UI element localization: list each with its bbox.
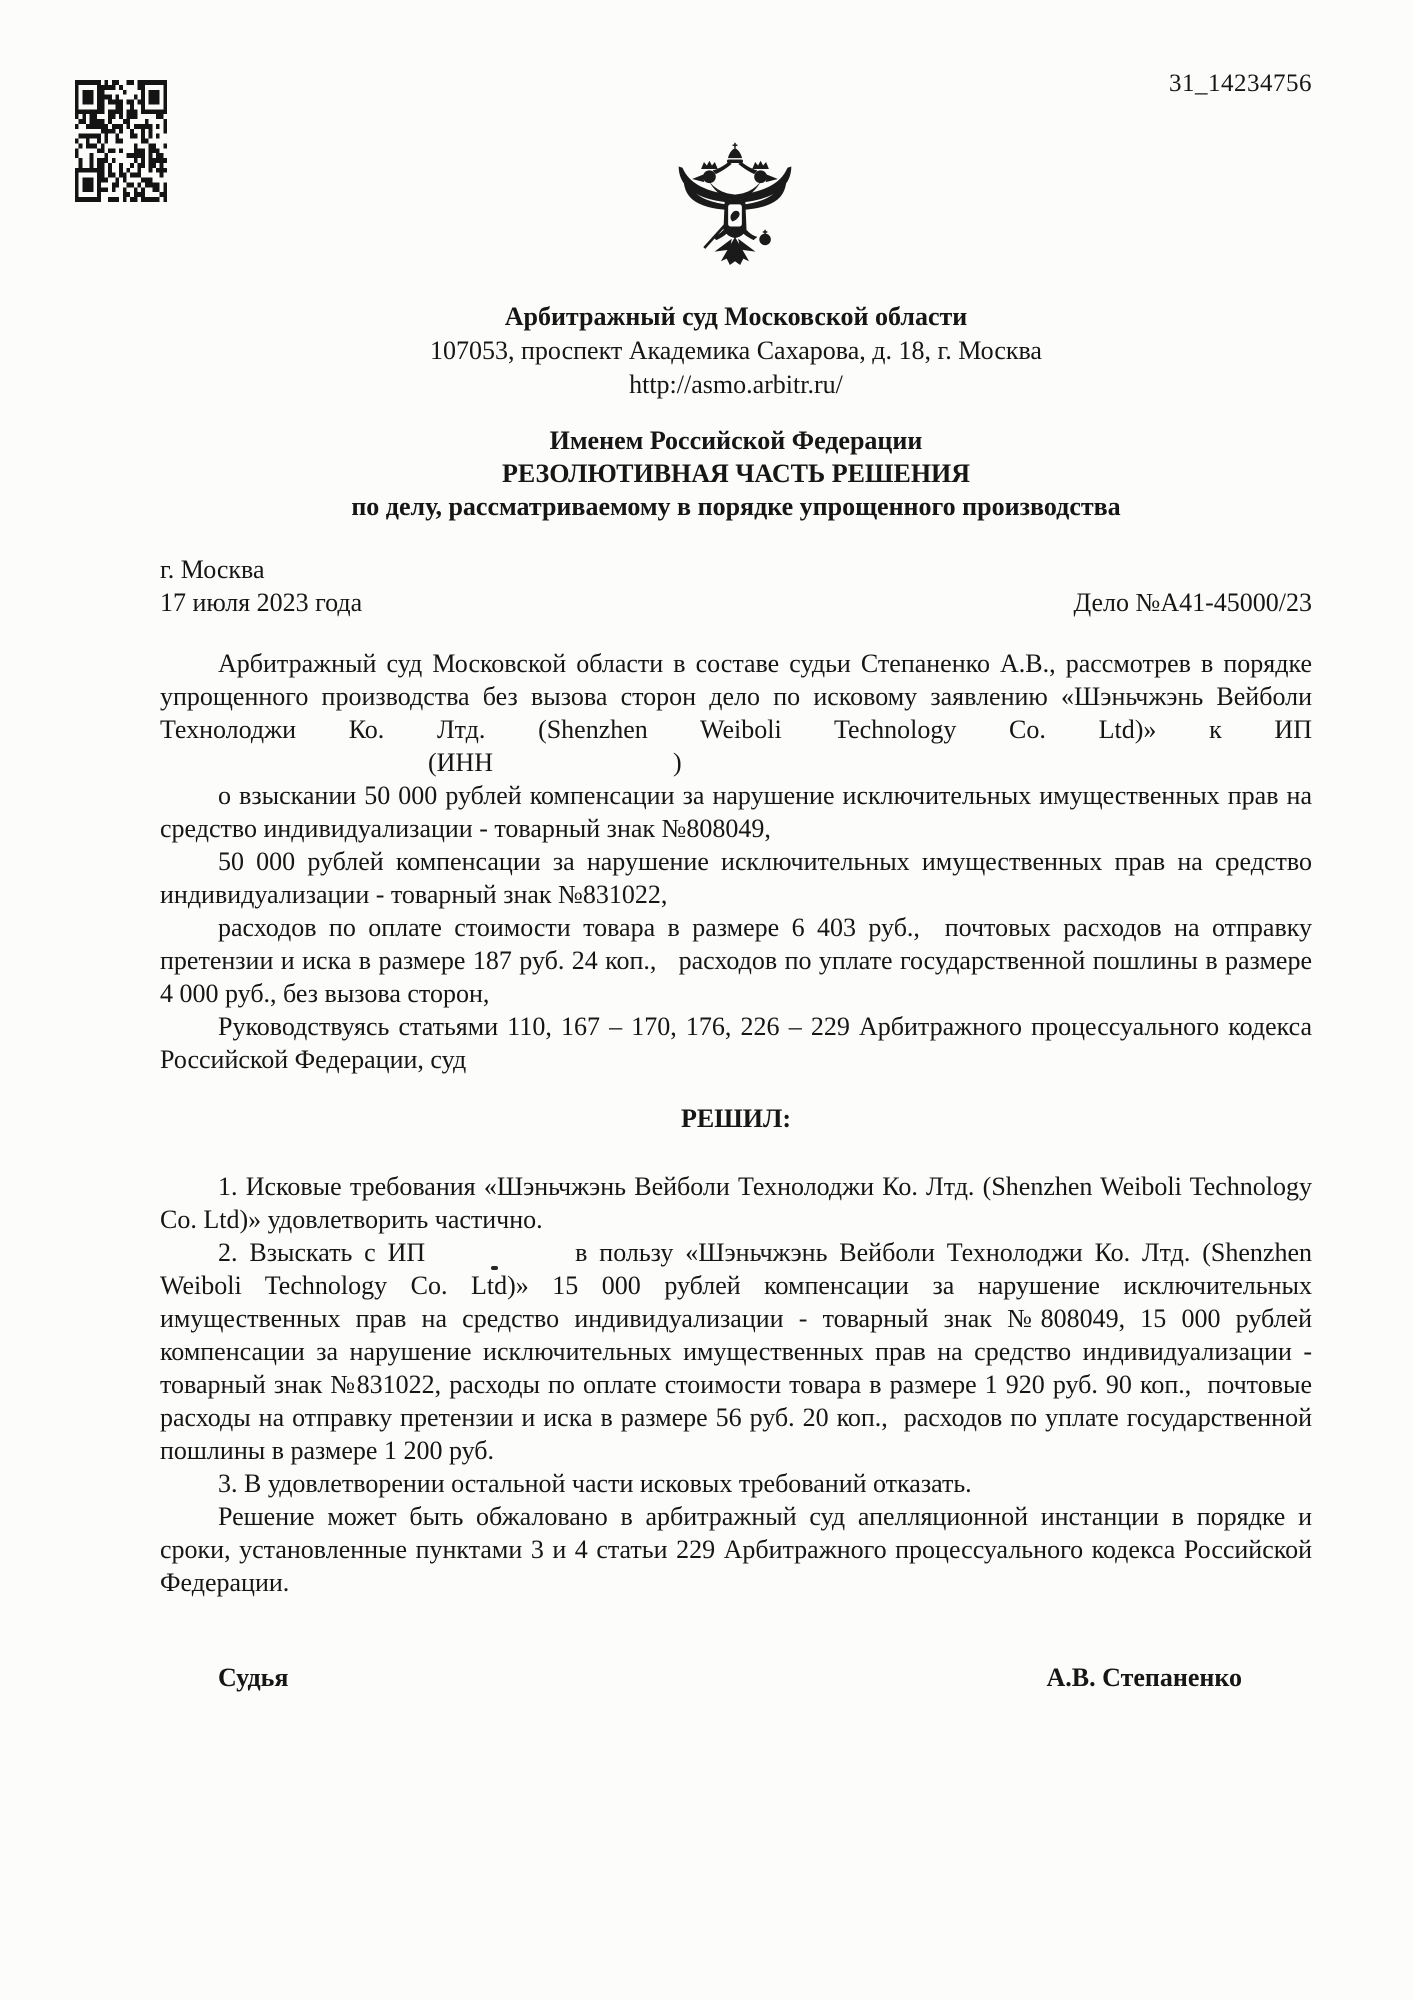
- para-guided-by: Руководствуясь статьями 110, 167 – 170, 176, 226 – 229 Арбитражного процессуального кодекса Российской Федерации, суд: [160, 1012, 1312, 1074]
- document-number: 31_14234756: [1169, 70, 1312, 97]
- document-body: [160, 300, 1312, 1694]
- court-name: Арбитражный суд Московской области: [504, 302, 968, 331]
- judge-label: Судья: [218, 1663, 289, 1692]
- resolution-items: [160, 1170, 1312, 1500]
- decision-date: 17 июля 2023 года: [160, 588, 363, 617]
- redaction-mark: [491, 1266, 498, 1270]
- date-case-row: [160, 586, 1312, 619]
- court-address: 107053, проспект Академика Сахарова, д. 18, г. Москва: [430, 336, 1042, 365]
- para-intro: Арбитражный суд Московской области в составе судьи Степаненко А.В., рассмотрев в порядке упрощенного производства без вызова сторон дело по исковому заявлению «Шэньчжэнь Вейболи Технолоджи Ко. Лтд. (Shenzhen Weiboli Technology Co. Ltd)» к ИП: [160, 649, 1312, 744]
- para-claim-3: расходов по оплате стоимости товара в размере 6 403 руб., почтовых расходов на отправку претензии и иска в размере 187 руб. 24 коп., расходов по уплате государственной пошлины в размере 4 000 руб., без вызова сторон,: [160, 913, 1312, 1008]
- case-number: Дело №А41-45000/23: [1073, 588, 1312, 617]
- resolution-item-2: [160, 1236, 1312, 1467]
- para-claim-2: 50 000 рублей компенсации за нарушение исключительных имущественных прав на средство индивидуализации - товарный знак №831022,: [160, 847, 1312, 909]
- inn-open: (ИНН: [428, 748, 493, 777]
- decision-title: [160, 424, 1312, 523]
- signature-row: [160, 1661, 1312, 1694]
- inn-close: ): [673, 748, 682, 777]
- qr-code: [75, 80, 167, 202]
- resolution-heading: РЕШИЛ:: [680, 1104, 792, 1133]
- title-operative-part: РЕЗОЛЮТИВНАЯ ЧАСТЬ РЕШЕНИЯ: [501, 459, 971, 488]
- title-in-the-name-of: Именем Российской Федерации: [549, 426, 923, 455]
- judge-name: А.В. Степаненко: [1046, 1663, 1242, 1692]
- city: г. Москва: [160, 555, 265, 584]
- title-simplified-procedure: по делу, рассматриваемому в порядке упрощенного производства: [351, 492, 1121, 521]
- inn-line: [160, 746, 1312, 779]
- court-website: http://asmo.arbitr.ru/: [629, 370, 843, 399]
- court-header: [160, 300, 1312, 402]
- russia-coat-of-arms-icon: [671, 138, 799, 282]
- para-claim-1: о взыскании 50 000 рублей компенсации за нарушение исключительных имущественных прав на средство индивидуализации - товарный знак №808049,: [160, 781, 1312, 843]
- resolution-item-2-prefix: 2. Взыскать с ИП: [218, 1238, 426, 1267]
- resolution-item-1: 1. Исковые требования «Шэньчжэнь Вейболи Технолоджи Ко. Лтд. (Shenzhen Weiboli Technology Co. Ltd)» удовлетворить частично.: [160, 1172, 1312, 1234]
- resolution-item-3: 3. В удовлетворении остальной части исковых требований отказать.: [218, 1469, 972, 1498]
- resolution-item-2-rest: в пользу «Шэньчжэнь Вейболи Технолоджи Ко. Лтд. (Shenzhen Weiboli Technology Co. Ltd)» 15 000 рублей компенсации за нарушение исключительных имущественных прав на средство индивидуализации - товарный знак №808049, 15 000 рублей компенсации за нарушение исключительных имущественных прав на средство индивидуализации - товарный знак №831022, расходы по оплате стоимости товара в размере 1 920 руб. 90 коп., почтовые расходы на отправку претензии и иска в размере 56 руб. 20 коп., расходов по уплате государственной пошлины в размере 1 200 руб.: [160, 1238, 1312, 1465]
- appeal-paragraph: Решение может быть обжаловано в арбитражный суд апелляционной инстанции в порядке и сроки, установленные пунктами 3 и 4 статьи 229 Арбитражного процессуального кодекса Российской Федерации.: [160, 1502, 1312, 1597]
